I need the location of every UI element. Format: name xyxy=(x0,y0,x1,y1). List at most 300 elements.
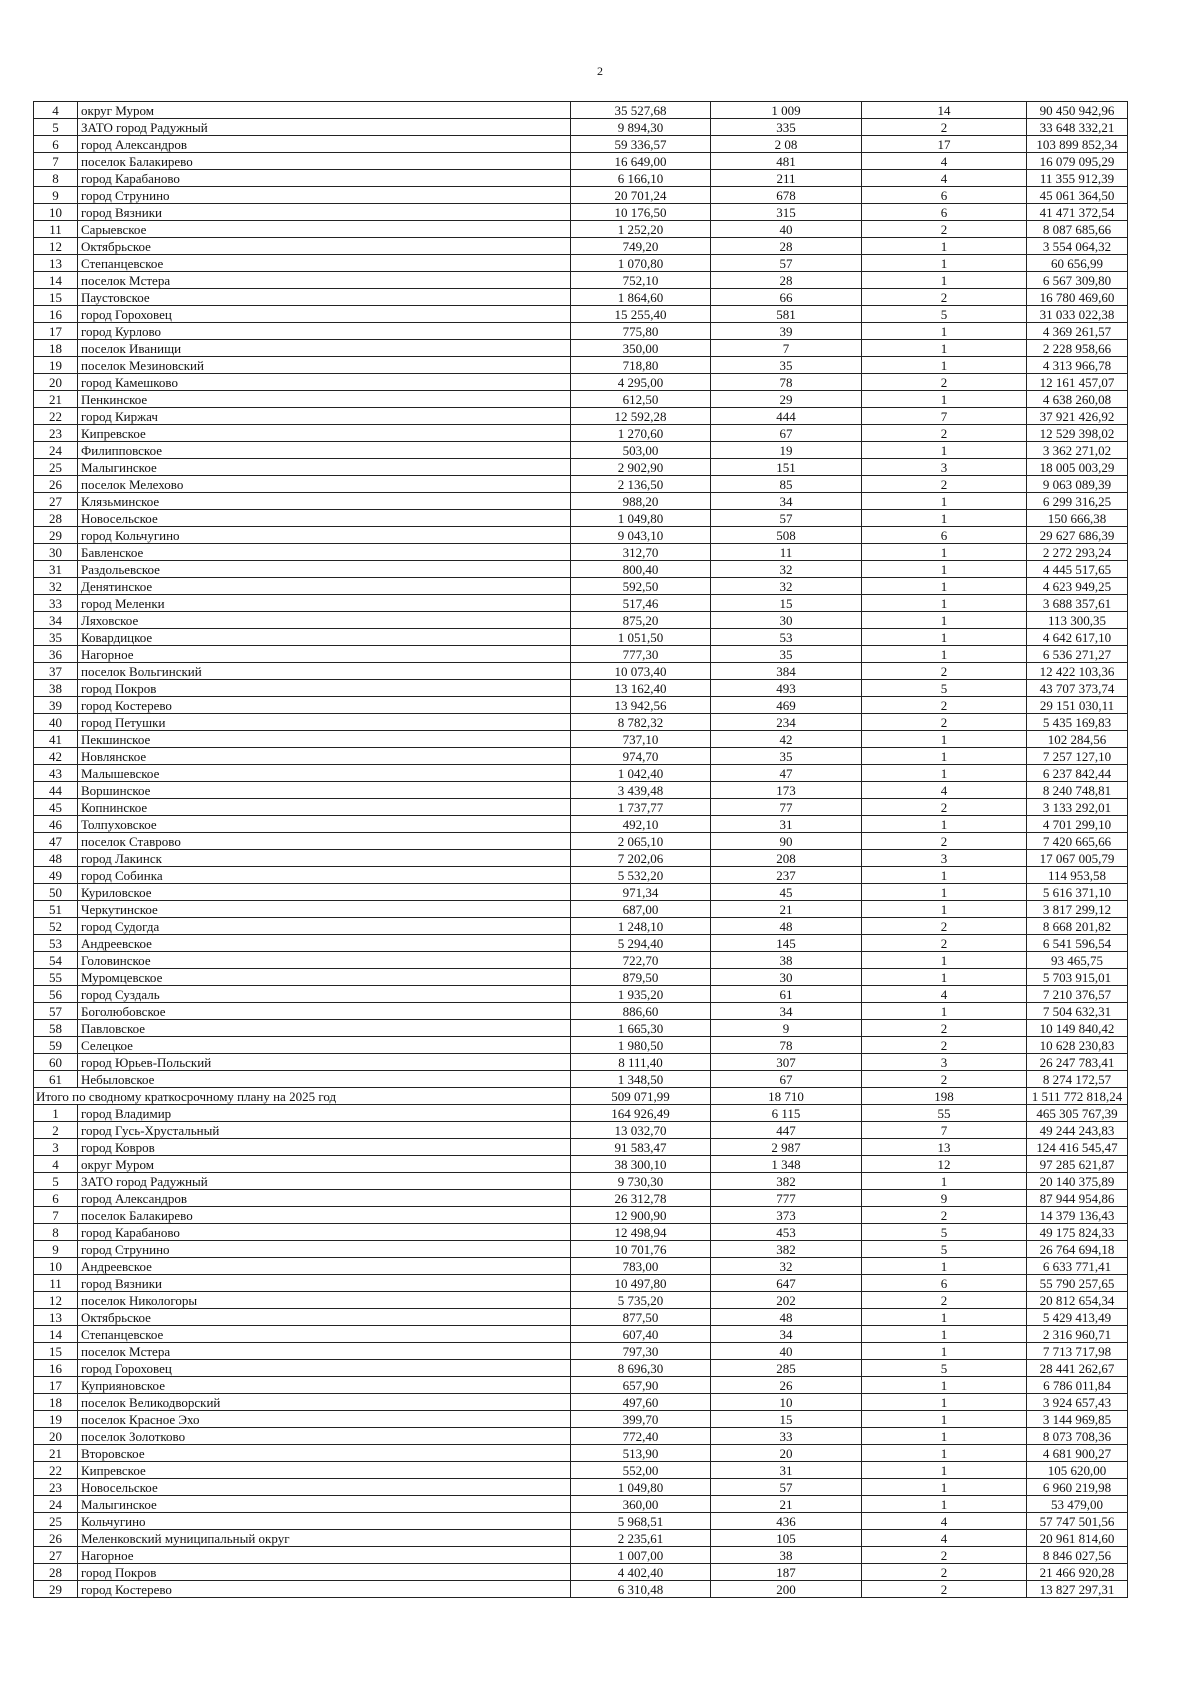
row-number: 18 xyxy=(34,1394,78,1411)
cost-value: 6 541 596,54 xyxy=(1027,935,1128,952)
municipality-name: Воршинское xyxy=(78,782,571,799)
area-value: 875,20 xyxy=(571,612,711,629)
row-number: 25 xyxy=(34,459,78,476)
row-number: 47 xyxy=(34,833,78,850)
municipality-name: поселок Мелехово xyxy=(78,476,571,493)
residents-value: 35 xyxy=(711,357,862,374)
residents-value: 21 xyxy=(711,1496,862,1513)
area-value: 1 270,60 xyxy=(571,425,711,442)
table-row xyxy=(34,1581,1128,1598)
residents-value: 105 xyxy=(711,1530,862,1547)
cost-value: 150 666,38 xyxy=(1027,510,1128,527)
row-number: 1 xyxy=(34,1105,78,1122)
cost-value: 20 961 814,60 xyxy=(1027,1530,1128,1547)
residents-value: 211 xyxy=(711,170,862,187)
residents-value: 335 xyxy=(711,119,862,136)
cost-value: 6 786 011,84 xyxy=(1027,1377,1128,1394)
area-value: 35 527,68 xyxy=(571,102,711,119)
residents-value: 678 xyxy=(711,187,862,204)
row-number: 50 xyxy=(34,884,78,901)
row-number: 35 xyxy=(34,629,78,646)
row-number: 54 xyxy=(34,952,78,969)
table-row xyxy=(34,629,1128,646)
row-number: 39 xyxy=(34,697,78,714)
cost-value: 4 445 517,65 xyxy=(1027,561,1128,578)
municipality-name: город Кольчугино xyxy=(78,527,571,544)
cost-value: 10 149 840,42 xyxy=(1027,1020,1128,1037)
houses-value: 1 xyxy=(862,1326,1027,1343)
table-row xyxy=(34,646,1128,663)
row-number: 45 xyxy=(34,799,78,816)
table-row xyxy=(34,748,1128,765)
municipality-name: Кипревское xyxy=(78,1462,571,1479)
area-value: 1 348,50 xyxy=(571,1071,711,1088)
area-value: 8 696,30 xyxy=(571,1360,711,1377)
row-number: 51 xyxy=(34,901,78,918)
municipality-name: город Покров xyxy=(78,680,571,697)
table-row xyxy=(34,1360,1128,1377)
page-number: 2 xyxy=(597,64,603,78)
houses-value: 2 xyxy=(862,1071,1027,1088)
table-row xyxy=(34,1479,1128,1496)
municipality-name: Сарыевское xyxy=(78,221,571,238)
houses-value: 6 xyxy=(862,204,1027,221)
houses-value: 1 xyxy=(862,578,1027,595)
table-row xyxy=(34,1547,1128,1564)
municipality-name: Паустовское xyxy=(78,289,571,306)
residents-value: 7 xyxy=(711,340,862,357)
table-row xyxy=(34,799,1128,816)
houses-value: 2 xyxy=(862,799,1027,816)
row-number: 28 xyxy=(34,510,78,527)
area-value: 2 136,50 xyxy=(571,476,711,493)
row-number: 10 xyxy=(34,1258,78,1275)
table-row xyxy=(34,578,1128,595)
houses-value: 2 xyxy=(862,476,1027,493)
municipality-name: Павловское xyxy=(78,1020,571,1037)
houses-value: 1 xyxy=(862,1479,1027,1496)
table-row xyxy=(34,408,1128,425)
area-value: 657,90 xyxy=(571,1377,711,1394)
residents-value: 647 xyxy=(711,1275,862,1292)
municipality-name: Черкутинское xyxy=(78,901,571,918)
municipality-name: поселок Красное Эхо xyxy=(78,1411,571,1428)
row-number: 26 xyxy=(34,1530,78,1547)
table-row xyxy=(34,1139,1128,1156)
table-row xyxy=(34,1496,1128,1513)
municipality-name: город Карабаново xyxy=(78,170,571,187)
houses-value: 2 xyxy=(862,714,1027,731)
municipality-name: город Костерево xyxy=(78,697,571,714)
residents-value: 2 987 xyxy=(711,1139,862,1156)
cost-value: 17 067 005,79 xyxy=(1027,850,1128,867)
area-value: 12 592,28 xyxy=(571,408,711,425)
municipality-name: Ковардицкое xyxy=(78,629,571,646)
row-number: 11 xyxy=(34,1275,78,1292)
houses-value: 1 xyxy=(862,867,1027,884)
residents-value: 145 xyxy=(711,935,862,952)
municipality-name: Денятинское xyxy=(78,578,571,595)
row-number: 61 xyxy=(34,1071,78,1088)
area-value: 91 583,47 xyxy=(571,1139,711,1156)
cost-value: 33 648 332,21 xyxy=(1027,119,1128,136)
table-row xyxy=(34,918,1128,935)
table-row xyxy=(34,306,1128,323)
cost-value: 6 960 219,98 xyxy=(1027,1479,1128,1496)
area-value: 26 312,78 xyxy=(571,1190,711,1207)
row-number: 13 xyxy=(34,1309,78,1326)
residents-value: 581 xyxy=(711,306,862,323)
houses-value: 5 xyxy=(862,1224,1027,1241)
municipality-name: Селецкое xyxy=(78,1037,571,1054)
area-value: 974,70 xyxy=(571,748,711,765)
row-number: 2 xyxy=(34,1122,78,1139)
houses-value: 2 xyxy=(862,1037,1027,1054)
cost-value: 124 416 545,47 xyxy=(1027,1139,1128,1156)
municipality-name: Куприяновское xyxy=(78,1377,571,1394)
area-value: 10 176,50 xyxy=(571,204,711,221)
municipality-name: Бавленское xyxy=(78,544,571,561)
area-value: 1 248,10 xyxy=(571,918,711,935)
row-number: 23 xyxy=(34,1479,78,1496)
table-row xyxy=(34,442,1128,459)
houses-value: 2 xyxy=(862,374,1027,391)
residents-value: 67 xyxy=(711,1071,862,1088)
houses-value: 55 xyxy=(862,1105,1027,1122)
total-area: 509 071,99 xyxy=(571,1088,711,1105)
row-number: 34 xyxy=(34,612,78,629)
area-value: 687,00 xyxy=(571,901,711,918)
area-value: 8 111,40 xyxy=(571,1054,711,1071)
residents-value: 1 348 xyxy=(711,1156,862,1173)
row-number: 5 xyxy=(34,1173,78,1190)
cost-value: 6 237 842,44 xyxy=(1027,765,1128,782)
municipality-name: город Ковров xyxy=(78,1139,571,1156)
houses-value: 2 xyxy=(862,425,1027,442)
area-value: 10 497,80 xyxy=(571,1275,711,1292)
area-value: 783,00 xyxy=(571,1258,711,1275)
area-value: 312,70 xyxy=(571,544,711,561)
municipality-name: Кольчугино xyxy=(78,1513,571,1530)
residents-value: 237 xyxy=(711,867,862,884)
residents-value: 9 xyxy=(711,1020,862,1037)
residents-value: 40 xyxy=(711,221,862,238)
area-value: 1 935,20 xyxy=(571,986,711,1003)
houses-value: 1 xyxy=(862,1377,1027,1394)
houses-value: 2 xyxy=(862,1564,1027,1581)
houses-value: 2 xyxy=(862,663,1027,680)
municipality-name: Кипревское xyxy=(78,425,571,442)
residents-value: 31 xyxy=(711,816,862,833)
cost-value: 4 623 949,25 xyxy=(1027,578,1128,595)
table-row xyxy=(34,952,1128,969)
houses-value: 1 xyxy=(862,816,1027,833)
area-value: 797,30 xyxy=(571,1343,711,1360)
cost-value: 28 441 262,67 xyxy=(1027,1360,1128,1377)
area-value: 350,00 xyxy=(571,340,711,357)
area-value: 4 295,00 xyxy=(571,374,711,391)
table-row xyxy=(34,1275,1128,1292)
residents-value: 234 xyxy=(711,714,862,731)
area-value: 800,40 xyxy=(571,561,711,578)
table-row xyxy=(34,765,1128,782)
area-value: 360,00 xyxy=(571,1496,711,1513)
area-value: 59 336,57 xyxy=(571,136,711,153)
area-value: 749,20 xyxy=(571,238,711,255)
row-number: 13 xyxy=(34,255,78,272)
houses-value: 1 xyxy=(862,952,1027,969)
houses-value: 1 xyxy=(862,765,1027,782)
residents-value: 151 xyxy=(711,459,862,476)
cost-value: 20 140 375,89 xyxy=(1027,1173,1128,1190)
table-row xyxy=(34,1105,1128,1122)
table-row xyxy=(34,595,1128,612)
row-number: 42 xyxy=(34,748,78,765)
table-row xyxy=(34,816,1128,833)
area-value: 886,60 xyxy=(571,1003,711,1020)
houses-value: 2 xyxy=(862,697,1027,714)
cost-value: 105 620,00 xyxy=(1027,1462,1128,1479)
houses-value: 1 xyxy=(862,493,1027,510)
residents-value: 21 xyxy=(711,901,862,918)
area-value: 38 300,10 xyxy=(571,1156,711,1173)
residents-value: 78 xyxy=(711,374,862,391)
municipality-name: Новосельское xyxy=(78,510,571,527)
row-number: 22 xyxy=(34,1462,78,1479)
residents-value: 20 xyxy=(711,1445,862,1462)
row-number: 44 xyxy=(34,782,78,799)
cost-value: 4 642 617,10 xyxy=(1027,629,1128,646)
cost-value: 53 479,00 xyxy=(1027,1496,1128,1513)
cost-value: 29 151 030,11 xyxy=(1027,697,1128,714)
table-row xyxy=(34,459,1128,476)
residents-value: 777 xyxy=(711,1190,862,1207)
row-number: 5 xyxy=(34,119,78,136)
table-row xyxy=(34,357,1128,374)
residents-value: 373 xyxy=(711,1207,862,1224)
area-value: 772,40 xyxy=(571,1428,711,1445)
cost-value: 21 466 920,28 xyxy=(1027,1564,1128,1581)
area-value: 3 439,48 xyxy=(571,782,711,799)
houses-value: 1 xyxy=(862,1173,1027,1190)
table-row xyxy=(34,969,1128,986)
municipality-name: Меленковский муниципальный округ xyxy=(78,1530,571,1547)
table-row xyxy=(34,1309,1128,1326)
cost-value: 3 133 292,01 xyxy=(1027,799,1128,816)
area-value: 15 255,40 xyxy=(571,306,711,323)
row-number: 26 xyxy=(34,476,78,493)
row-number: 57 xyxy=(34,1003,78,1020)
row-number: 17 xyxy=(34,323,78,340)
municipality-name: Новлянское xyxy=(78,748,571,765)
residents-value: 26 xyxy=(711,1377,862,1394)
row-number: 52 xyxy=(34,918,78,935)
cost-value: 16 780 469,60 xyxy=(1027,289,1128,306)
row-number: 49 xyxy=(34,867,78,884)
table-row xyxy=(34,1445,1128,1462)
area-value: 1 737,77 xyxy=(571,799,711,816)
residents-value: 11 xyxy=(711,544,862,561)
table-row xyxy=(34,1292,1128,1309)
table-row xyxy=(34,731,1128,748)
table-row xyxy=(34,1343,1128,1360)
municipality-name: Куриловское xyxy=(78,884,571,901)
cost-value: 87 944 954,86 xyxy=(1027,1190,1128,1207)
table-row xyxy=(34,1122,1128,1139)
table-row xyxy=(34,1428,1128,1445)
cost-value: 5 435 169,83 xyxy=(1027,714,1128,731)
residents-value: 15 xyxy=(711,1411,862,1428)
table-row xyxy=(34,323,1128,340)
municipality-name: город Киржач xyxy=(78,408,571,425)
row-number: 7 xyxy=(34,153,78,170)
residents-value: 48 xyxy=(711,1309,862,1326)
houses-value: 12 xyxy=(862,1156,1027,1173)
houses-value: 1 xyxy=(862,1411,1027,1428)
houses-value: 1 xyxy=(862,442,1027,459)
cost-value: 4 313 966,78 xyxy=(1027,357,1128,374)
row-number: 29 xyxy=(34,1581,78,1598)
residents-value: 307 xyxy=(711,1054,862,1071)
residents-value: 42 xyxy=(711,731,862,748)
houses-value: 1 xyxy=(862,544,1027,561)
municipality-name: поселок Золотково xyxy=(78,1428,571,1445)
residents-value: 67 xyxy=(711,425,862,442)
cost-value: 31 033 022,38 xyxy=(1027,306,1128,323)
residents-value: 31 xyxy=(711,1462,862,1479)
municipality-name: округ Муром xyxy=(78,1156,571,1173)
houses-value: 4 xyxy=(862,170,1027,187)
houses-value: 9 xyxy=(862,1190,1027,1207)
residents-value: 382 xyxy=(711,1241,862,1258)
municipality-name: город Струнино xyxy=(78,1241,571,1258)
table-row xyxy=(34,1241,1128,1258)
table-row xyxy=(34,340,1128,357)
cost-value: 8 274 172,57 xyxy=(1027,1071,1128,1088)
cost-value: 12 161 457,07 xyxy=(1027,374,1128,391)
houses-value: 1 xyxy=(862,391,1027,408)
cost-value: 45 061 364,50 xyxy=(1027,187,1128,204)
area-value: 612,50 xyxy=(571,391,711,408)
area-value: 5 532,20 xyxy=(571,867,711,884)
row-number: 41 xyxy=(34,731,78,748)
municipality-name: город Александров xyxy=(78,136,571,153)
area-value: 9 043,10 xyxy=(571,527,711,544)
table-row xyxy=(34,493,1128,510)
table-row xyxy=(34,238,1128,255)
table-row xyxy=(34,612,1128,629)
municipality-name: поселок Никологоры xyxy=(78,1292,571,1309)
municipality-name: город Владимир xyxy=(78,1105,571,1122)
municipality-name: Головинское xyxy=(78,952,571,969)
cost-value: 7 257 127,10 xyxy=(1027,748,1128,765)
houses-value: 3 xyxy=(862,1054,1027,1071)
table-row xyxy=(34,1530,1128,1547)
residents-value: 315 xyxy=(711,204,862,221)
row-number: 8 xyxy=(34,170,78,187)
municipality-name: Копнинское xyxy=(78,799,571,816)
area-value: 4 402,40 xyxy=(571,1564,711,1581)
residents-value: 57 xyxy=(711,510,862,527)
table-row xyxy=(34,221,1128,238)
houses-value: 5 xyxy=(862,1360,1027,1377)
residents-value: 33 xyxy=(711,1428,862,1445)
row-number: 11 xyxy=(34,221,78,238)
municipality-name: Андреевское xyxy=(78,1258,571,1275)
cost-value: 6 299 316,25 xyxy=(1027,493,1128,510)
table-row xyxy=(34,782,1128,799)
residents-value: 28 xyxy=(711,272,862,289)
houses-value: 6 xyxy=(862,187,1027,204)
row-number: 16 xyxy=(34,306,78,323)
residents-value: 200 xyxy=(711,1581,862,1598)
cost-value: 5 616 371,10 xyxy=(1027,884,1128,901)
houses-value: 2 xyxy=(862,1547,1027,1564)
cost-value: 113 300,35 xyxy=(1027,612,1128,629)
municipality-name: Толпуховское xyxy=(78,816,571,833)
municipality-name: Нагорное xyxy=(78,1547,571,1564)
municipality-name: поселок Великодворский xyxy=(78,1394,571,1411)
houses-value: 2 xyxy=(862,833,1027,850)
cost-value: 6 567 309,80 xyxy=(1027,272,1128,289)
cost-value: 13 827 297,31 xyxy=(1027,1581,1128,1598)
row-number: 24 xyxy=(34,1496,78,1513)
area-value: 1 051,50 xyxy=(571,629,711,646)
cost-value: 7 713 717,98 xyxy=(1027,1343,1128,1360)
table-row xyxy=(34,680,1128,697)
residents-value: 47 xyxy=(711,765,862,782)
houses-value: 4 xyxy=(862,986,1027,1003)
municipality-name: город Собинка xyxy=(78,867,571,884)
row-number: 20 xyxy=(34,1428,78,1445)
table-row xyxy=(34,102,1128,119)
houses-value: 1 xyxy=(862,901,1027,918)
area-value: 1 049,80 xyxy=(571,1479,711,1496)
table-row xyxy=(34,1377,1128,1394)
municipality-name: город Судогда xyxy=(78,918,571,935)
table-row xyxy=(34,425,1128,442)
total-row xyxy=(34,1088,1128,1105)
cost-value: 90 450 942,96 xyxy=(1027,102,1128,119)
row-number: 60 xyxy=(34,1054,78,1071)
cost-value: 6 536 271,27 xyxy=(1027,646,1128,663)
cost-value: 12 422 103,36 xyxy=(1027,663,1128,680)
houses-value: 1 xyxy=(862,238,1027,255)
table-row xyxy=(34,935,1128,952)
area-value: 607,40 xyxy=(571,1326,711,1343)
municipality-name: поселок Балакирево xyxy=(78,1207,571,1224)
municipality-name: город Струнино xyxy=(78,187,571,204)
municipality-name: город Суздаль xyxy=(78,986,571,1003)
table-row xyxy=(34,663,1128,680)
residents-value: 57 xyxy=(711,255,862,272)
municipality-name: Филипповское xyxy=(78,442,571,459)
row-number: 24 xyxy=(34,442,78,459)
houses-value: 2 xyxy=(862,221,1027,238)
cost-value: 8 240 748,81 xyxy=(1027,782,1128,799)
row-number: 9 xyxy=(34,1241,78,1258)
houses-value: 2 xyxy=(862,1207,1027,1224)
plan-table xyxy=(33,101,1128,1598)
residents-value: 29 xyxy=(711,391,862,408)
residents-value: 202 xyxy=(711,1292,862,1309)
municipality-name: Муромцевское xyxy=(78,969,571,986)
residents-value: 1 009 xyxy=(711,102,862,119)
cost-value: 49 175 824,33 xyxy=(1027,1224,1128,1241)
row-number: 9 xyxy=(34,187,78,204)
residents-value: 34 xyxy=(711,1326,862,1343)
municipality-name: Раздольевское xyxy=(78,561,571,578)
